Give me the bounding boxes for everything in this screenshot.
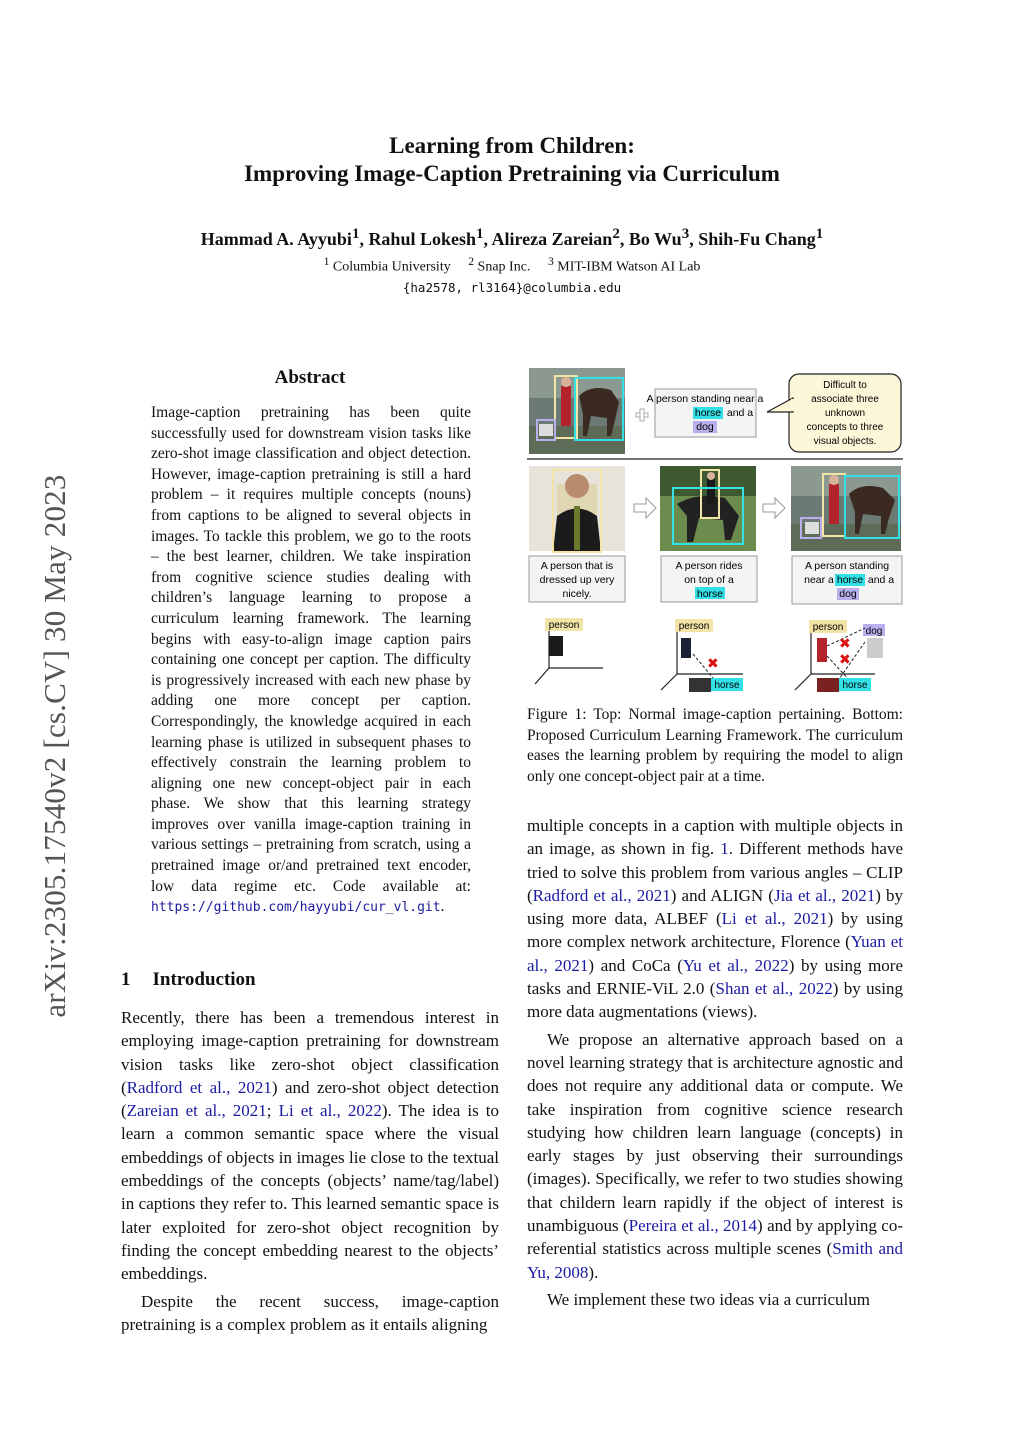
- citation-link[interactable]: Li et al., 2021: [721, 909, 828, 929]
- author-list: Hammad A. Ayyubi$^1$, Rahul Lokesh$^1$, Alireza Zareian$^2$, Bo Wu$^3$, Shih-Fu Chang$^1$: [200, 226, 824, 249]
- citation-link[interactable]: Shan et al., 2022: [715, 979, 833, 999]
- plus-icon: [636, 409, 648, 421]
- person-label: person: [812, 622, 844, 633]
- figure-1-caption: Figure 1: Top: Normal image-caption pertaining. Bottom: Proposed Curriculum Learning Framework. The curriculum eases the learning problem by requiring the model to align only one concept-object pair at a time.: [527, 706, 903, 785]
- bubble-line: associate three: [811, 394, 879, 405]
- caption-line: dressed up very: [539, 574, 615, 586]
- phase-2-caption: [661, 556, 757, 602]
- code-link[interactable]: https://github.com/hayyubi/cur_vl.git: [151, 900, 441, 916]
- caption-line: on top of a: [684, 574, 734, 586]
- caption-line: and a: [867, 574, 895, 586]
- intro-left-column: [121, 1006, 499, 1336]
- figure-reference-link[interactable]: 1: [720, 839, 729, 859]
- bubble-line: visual objects.: [813, 436, 877, 447]
- right-paragraph-3: We implement these two ideas via a curriculum: [547, 1289, 870, 1309]
- intro-right-column: [527, 814, 903, 1311]
- bubble-line: Difficult to: [823, 380, 867, 391]
- citation-link[interactable]: Radford et al., 2021: [126, 1077, 272, 1097]
- phase-1-image: [529, 466, 625, 552]
- author: Alireza Zareian$^2$: [491, 226, 620, 249]
- citation-link[interactable]: Li et al., 2022: [278, 1101, 382, 1121]
- embedding-plot-3: [795, 620, 885, 692]
- phase-1-caption: [529, 556, 625, 602]
- citation-link[interactable]: Pereira et al., 2014: [628, 1216, 758, 1236]
- caption-horse: horse: [696, 588, 724, 600]
- arrow-icon: [634, 498, 656, 518]
- top-caption-dog: dog: [696, 421, 714, 433]
- embedding-plot-2: [661, 619, 743, 692]
- affiliations: $^1$ Columbia University $^2$ Snap Inc. $^3$ MIT-IBM Watson AI Lab: [323, 255, 701, 275]
- person-label: person: [678, 621, 710, 632]
- arrow-icon: [763, 498, 785, 518]
- section-heading-introduction: 1 Introduction: [121, 969, 256, 990]
- citation-link[interactable]: Zareian et al., 2021: [126, 1101, 267, 1121]
- arxiv-identifier: arXiv:2305.17540v2 [cs.CV] 30 May 2023: [37, 474, 72, 1018]
- phase-2-image: [660, 466, 756, 551]
- figure-1-graphic: [527, 366, 905, 696]
- citation-link[interactable]: Jia et al., 2021: [773, 885, 876, 905]
- author: Rahul Lokesh$^1$: [368, 226, 484, 249]
- person-label: person: [548, 620, 580, 631]
- author: Shih-Fu Chang$^1$: [698, 226, 824, 249]
- top-caption-line-1: A person standing near a: [646, 393, 764, 405]
- caption-line: nicely.: [562, 588, 592, 600]
- bubble-line: unknown: [824, 408, 866, 419]
- dog-label: dog: [865, 626, 883, 637]
- difficulty-speech-bubble: [767, 374, 901, 452]
- phase-3-image: [791, 466, 901, 551]
- abstract-body: Image-caption pretraining has been quite successfully used for downstream vision tasks like zero-shot image classification and object detection. However, image-caption pretraining is still a hard problem – it requires multiple concepts (nouns) from captions to be aligned to several objects in images. To tackle this problem, we go to the roots – the best learner, children. We take inspiration from cognitive science studies dealing with children’s language learning to propose a curriculum learning framework. The learning begins with easy-to-align image caption pairs containing one concept per caption. The difficulty is progressively increased with each new phase by adding one more concept per caption. Correspondingly, the knowledge acquired in each learning phase is utilized in subsequent phases to effectively constrain the learning problem to aligning one new concept-object pair in each phase. We show that this learning strategy improves over vanilla image-caption training in various settings – pretraining from scratch, using a pretrained image or/and pretrained text encoder, low data regime etc. Code available at: https://github.com/hayyubi/cur_vl.git.: [151, 404, 471, 916]
- right-paragraph-2: We propose an alternative approach based on a novel learning strategy that is architecture agnostic and does not require any additional data or compute. We take inspiration from cognitive science research studying how children learn language (concepts) in early stages by just observing their surroundings (images). Specifically, we refer to two studies showing that childern learn rapidly if the object of interest is unambiguous (Pereira et al., 2014) and by applying co-referential statistics across multiple scenes (Smith and Yu, 2008).: [527, 1029, 904, 1282]
- phase-3-caption: [792, 556, 902, 604]
- paper-title-line-2: Improving Image-Caption Pretraining via Curriculum: [244, 161, 780, 186]
- top-image: [529, 368, 625, 454]
- intro-paragraph-1: Recently, there has been a tremendous interest in employing image-caption pretraining for downstream vision tasks like zero-shot object classification (Radford et al., 2021) and zero-shot object detection (Zareian et al., 2021; Li et al., 2022). The idea is to learn a common semantic space where the visual embeddings of objects in images lie close to the textual embeddings of the concepts (objects’ name/tag/label) in captions they refer to. This learned semantic space is later exploited for zero-shot object recognition by finding the concept embedding nearest to the objects’ embeddings.: [121, 1008, 499, 1284]
- mismatch-x-icon: ✖: [839, 651, 851, 667]
- caption-line: A person rides: [675, 560, 743, 572]
- caption-horse: horse: [836, 574, 864, 586]
- caption-line: near a: [804, 574, 834, 586]
- citation-link[interactable]: Yu et al., 2022: [682, 955, 789, 975]
- bubble-line: concepts to three: [806, 422, 884, 433]
- caption-dog: dog: [839, 588, 857, 600]
- paper-title-line-1: Learning from Children:: [389, 133, 635, 158]
- author: Bo Wu$^3$: [628, 226, 690, 249]
- top-caption-horse: horse: [694, 407, 722, 419]
- mismatch-x-icon: ✖: [839, 635, 851, 651]
- mismatch-x-icon: ✖: [707, 655, 719, 671]
- horse-label: horse: [714, 680, 740, 691]
- top-caption-and: and a: [726, 407, 754, 419]
- citation-link[interactable]: Radford et al., 2021: [532, 885, 671, 905]
- caption-line: A person standing: [804, 560, 890, 572]
- caption-line: A person that is: [540, 560, 614, 572]
- author-email: {ha2578, rl3164}@columbia.edu: [402, 280, 622, 295]
- citation-link[interactable]: Yuan et al., 2021: [527, 932, 903, 975]
- embedding-plot-1: [535, 618, 603, 684]
- figure-1: [527, 366, 905, 696]
- intro-paragraph-2: Despite the recent success, image-caption pretraining is a complex problem as it entails aligning: [121, 1291, 499, 1334]
- top-caption-box: [647, 389, 764, 437]
- citation-link[interactable]: Smith and Yu, 2008: [527, 1239, 904, 1282]
- author: Hammad A. Ayyubi$^1$: [200, 226, 360, 249]
- abstract-heading: Abstract: [274, 367, 346, 388]
- horse-label: horse: [842, 680, 868, 691]
- right-paragraph-1: multiple concepts in a caption with multiple objects in an image, as shown in fig. 1. Different methods have tried to solve this problem from various angles – CLIP (Radford et al., 2021) and ALIGN (Jia et al., 2021) by using more data, ALBEF (Li et al., 2021) by using more complex network architecture, Florence (Yuan et al., 2021) and CoCa (Yu et al., 2022) by using more tasks and ERNIE-ViL 2.0 (Shan et al., 2022) by using more data augmentations (views).: [527, 816, 904, 1022]
